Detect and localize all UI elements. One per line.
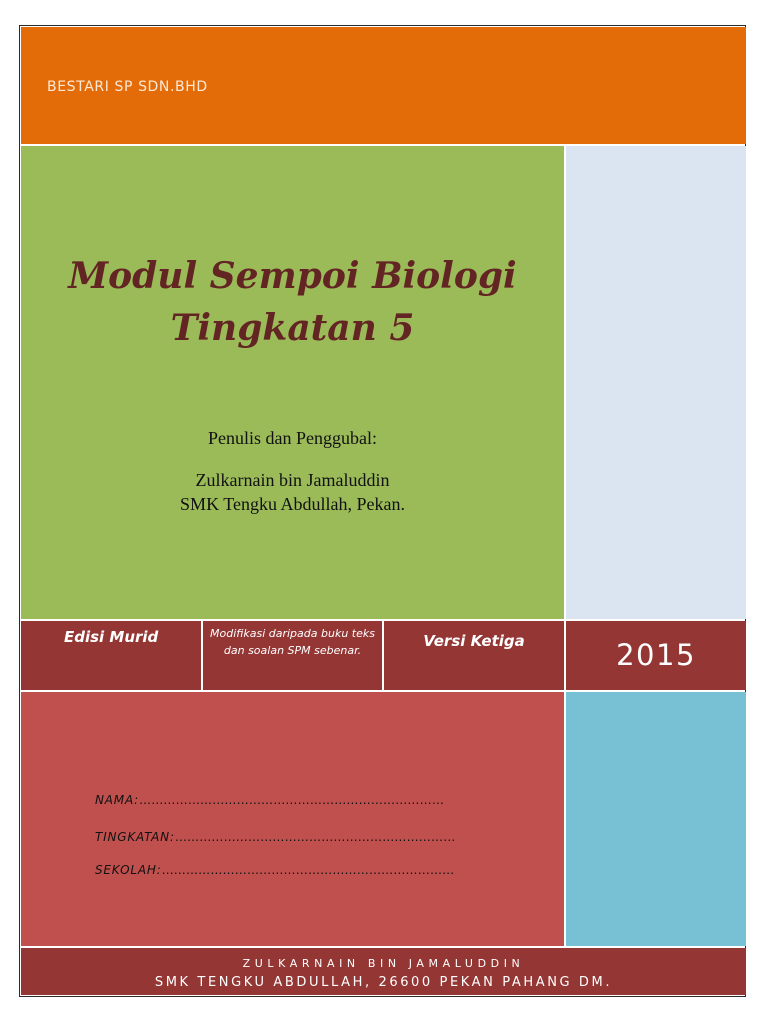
tingkatan-label: TINGKATAN: — [95, 830, 175, 844]
edition-label: Edisi Murid — [64, 628, 159, 646]
nama-label: NAMA: — [95, 793, 140, 807]
author-name: Zulkarnain bin Jamaluddin — [195, 470, 390, 490]
modification-note: Modifikasi daripada buku teks dan soalan SPM sebenar. — [210, 627, 375, 657]
title-block — [21, 146, 564, 619]
year-cell — [566, 621, 746, 690]
sekolah-label: SEKOLAH: — [95, 863, 162, 877]
footer-address: SMK TENGKU ABDULLAH, 26600 PEKAN PAHANG DM. — [154, 975, 613, 990]
nama-field — [95, 793, 444, 807]
sekolah-dotted-line: ……………………………………………………………… — [161, 863, 455, 877]
author-label: Penulis dan Penggubal: — [208, 428, 377, 448]
student-info-block — [21, 692, 564, 946]
publisher-name: BESTARI SP SDN.BHD — [47, 79, 208, 95]
tingkatan-field — [95, 830, 455, 844]
version-cell — [384, 621, 564, 690]
author-school: SMK Tengku Abdullah, Pekan. — [180, 494, 405, 514]
year-label: 2015 — [616, 638, 696, 672]
header-bar — [21, 27, 746, 144]
title-line-2: Tingkatan 5 — [170, 307, 415, 349]
module-title — [21, 250, 564, 354]
sekolah-field — [95, 863, 454, 877]
tingkatan-dotted-line: …………………………………………………………… — [174, 830, 456, 844]
nama-dotted-line: ………………………………………………………………… — [139, 793, 445, 807]
title-line-1: Modul Sempoi Biologi — [68, 255, 517, 297]
footer-bar — [21, 948, 746, 995]
side-panel-top — [566, 146, 746, 619]
note-cell — [203, 621, 382, 690]
edition-cell — [21, 621, 201, 690]
footer-author: ZULKARNAIN BIN JAMALUDDIN — [242, 957, 525, 970]
side-panel-bottom — [566, 692, 746, 946]
version-label: Versi Ketiga — [423, 632, 525, 650]
